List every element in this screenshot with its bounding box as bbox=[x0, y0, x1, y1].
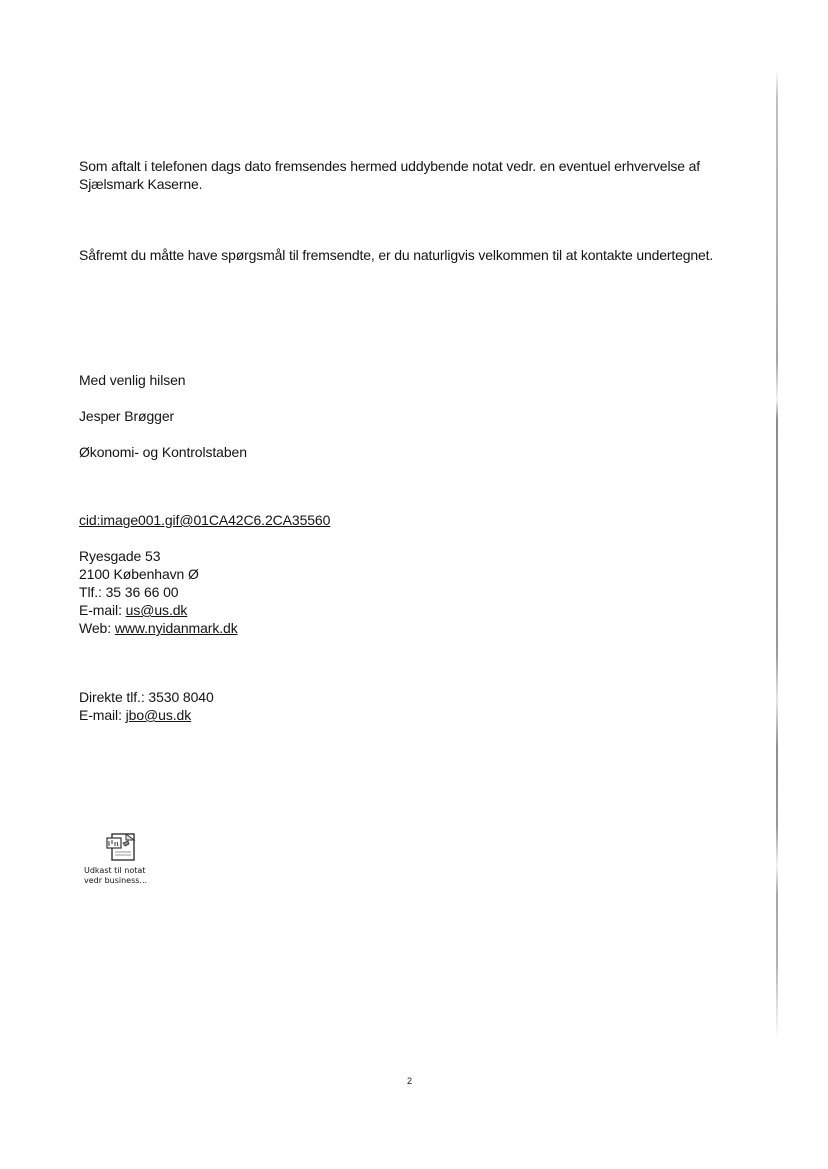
address-web-line bbox=[79, 619, 238, 637]
address-email-line bbox=[79, 601, 238, 619]
attachment[interactable] bbox=[84, 830, 168, 885]
document-attachment-icon bbox=[106, 830, 140, 862]
scan-edge bbox=[776, 70, 778, 1040]
address-email-label: E-mail: bbox=[79, 602, 126, 618]
address-street: Ryesgade 53 bbox=[79, 548, 161, 564]
sender-name: Jesper Brøgger bbox=[79, 408, 175, 424]
address-block bbox=[79, 547, 238, 637]
attachment-label-line-2: vedr business... bbox=[84, 876, 148, 885]
sender-department: Økonomi- og Kontrolstaben bbox=[79, 444, 247, 460]
attachment-label bbox=[84, 866, 147, 886]
address-email-link[interactable]: us@us.dk bbox=[125, 602, 188, 618]
address-web-label: Web: bbox=[79, 620, 115, 636]
address-city: 2100 København Ø bbox=[79, 566, 199, 582]
attachment-label-line-1: Udkast til notat bbox=[84, 866, 146, 875]
closing-greeting: Med venlig hilsen bbox=[79, 372, 186, 388]
direct-phone: Direkte tlf.: 3530 8040 bbox=[79, 689, 214, 705]
direct-contact-block bbox=[79, 688, 214, 724]
direct-email-line bbox=[79, 706, 214, 724]
direct-email-link[interactable]: jbo@us.dk bbox=[125, 707, 192, 723]
address-web-link[interactable]: www.nyidanmark.dk bbox=[114, 620, 238, 636]
direct-email-label: E-mail: bbox=[79, 707, 126, 723]
contact-paragraph: Såfremt du måtte have spørgsmål til fremsendte, er du naturligvis velkommen til at kontakte undertegnet. bbox=[79, 247, 714, 263]
address-phone: Tlf.: 35 36 66 00 bbox=[79, 584, 179, 600]
embedded-image-reference[interactable]: cid:image001.gif@01CA42C6.2CA35560 bbox=[79, 512, 331, 528]
intro-paragraph: Som aftalt i telefonen dags dato fremsendes hermed uddybende notat vedr. en eventuel erhvervelse af Sjælsmark Kaserne. bbox=[79, 158, 701, 192]
page-number: 2 bbox=[407, 1076, 413, 1086]
